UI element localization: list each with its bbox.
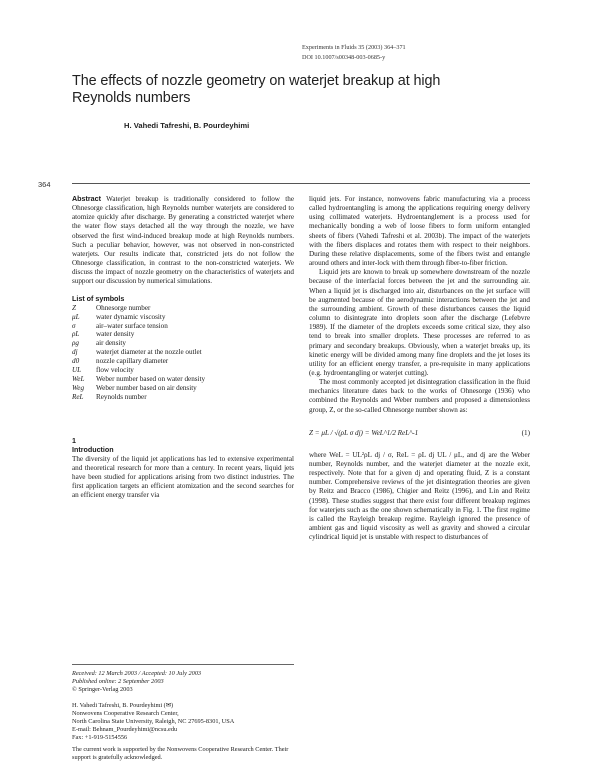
left-column: [72, 195, 294, 501]
symbols-list: [72, 304, 294, 402]
symbol-desc: flow velocity: [96, 365, 134, 374]
symbol-row: [72, 339, 294, 348]
symbol-row: [72, 313, 294, 322]
right-column: [309, 195, 530, 542]
acknowledgement: The current work is supported by the Nonwovens Cooperative Research Center. Their support is gratefully acknowledged.: [72, 746, 289, 761]
symbol-row: [72, 330, 294, 339]
symbol-desc: Ohnesorge number: [96, 303, 151, 312]
symbol: Weg: [72, 383, 85, 392]
symbol-desc: waterjet diameter at the nozzle outlet: [96, 348, 202, 357]
paper-title: The effects of nozzle geometry on waterjet breakup at high Reynolds numbers: [72, 73, 441, 106]
address-authors: H. Vahedi Tafreshi, B. Pourdeyhimi (✉): [72, 702, 174, 709]
symbol-desc: Weber number based on air density: [96, 383, 197, 392]
symbol-row: [72, 366, 294, 375]
symbol-desc: water density: [96, 330, 135, 339]
address-center: Nonwovens Cooperative Research Center,: [72, 710, 179, 717]
symbols-title: List of symbols: [72, 294, 125, 303]
body-paragraph-4: where WeL = UL²ρL dj / σ, ReL = ρL dj UL / μL, and dj are the Weber number, Reynolds number, and the waterjet diameter at the nozzle exit, respectively. Note that for a given dj and operating fluid, Z is a constant number. Comprehensive reviews of the jet disintegration theories are given by Reitz and Bracco (1986), Chigier and Reitz (1996), and Lin and Reitz (1998). These studies suggest that there exist four different breakup regimes for waterjets such as the one shown schematically in Fig. 1. The first regime is called the Rayleigh breakup regime. Rayleigh ignored the presence of ambient gas and liquid viscosity as well as gravity and showed a circular cylindrical liquid jet is unstable with respect to disturbances of: [309, 450, 530, 542]
symbol-row: [72, 348, 294, 357]
symbol: UL: [72, 365, 82, 374]
symbol: dj: [72, 348, 78, 357]
symbol-desc: nozzle capillary diameter: [96, 357, 169, 366]
abstract-text: Waterjet breakup is traditionally considered to follow the Ohnesorge classification, high Reynolds number waterjets are considered to atomize quickly after discharge. By generating a constricted waterjet where the water flow stays detached all the way through the nozzle, we have observed the first wind-induced breakup mode at high Reynolds numbers. Such a peculiar behavior, however, was not observed in non-constricted waterjets. Our results indicate that, constricted jets do not follow the Ohnesorge classification, in contrast to the non-constricted waterjets. We discuss the impact of nozzle geometry on the characteristics of waterjets and support our discussion by numerical simulations.: [72, 195, 294, 286]
section-number: 1: [72, 436, 76, 445]
symbol-desc: air density: [96, 339, 126, 348]
header-rule: [72, 183, 530, 184]
symbol-desc: air–water surface tension: [96, 321, 168, 330]
page-number: 364: [38, 180, 51, 189]
abstract-label: Abstract: [72, 195, 101, 203]
published-date: Published online: 2 September 2003: [72, 678, 164, 685]
symbol-row: [72, 375, 294, 384]
author-fax: Fax: +1-919-5154556: [72, 734, 128, 741]
journal-doi: DOI 10.1007/s00348-003-0685-y: [302, 53, 386, 61]
symbol-row: [72, 393, 294, 402]
symbol: ρg: [72, 339, 79, 348]
author-email: E-mail: Behnam_Pourdeyhimi@ncsu.edu: [72, 726, 178, 733]
symbol-row: [72, 304, 294, 313]
symbol: μL: [72, 312, 80, 321]
symbol-desc: water dynamic viscosity: [96, 312, 166, 321]
symbol: d0: [72, 357, 80, 366]
symbol-row: [72, 357, 294, 366]
symbol-row: [72, 384, 294, 393]
equation-number: (1): [521, 429, 530, 438]
paper-authors: H. Vahedi Tafreshi, B. Pourdeyhimi: [124, 121, 250, 130]
journal-citation: [302, 43, 406, 62]
symbol-row: [72, 322, 294, 331]
copyright: © Springer-Verlag 2003: [72, 686, 133, 693]
symbol: ReL: [72, 392, 84, 401]
body-paragraph-3: The most commonly accepted jet disintegration classification in the fluid mechanics literature dates back to the works of Ohnesorge (1936) who combined the Reynolds and Weber numbers and proposed a dimensionless group, Z, or the so-called Ohnesorge number shown as:: [309, 378, 530, 414]
symbol-desc: Reynolds number: [96, 392, 147, 401]
received-date: Received: 12 March 2003 / Accepted: 10 July 2003: [72, 670, 202, 677]
body-paragraph-2: Liquid jets are known to break up somewhere downstream of the nozzle because of the interfacial forces between the jet and the surrounding air. When a liquid jet is discharged into air, disturbances on the jet surface will be augmented because of the aerodynamic interactions between the jet and the surrounding ambient. Growth of these disturbances causes the liquid column to disintegrate into droplets soon after the discharge (Lefebvre 1989). If the diameter of the droplets exceeds some critical size, they also tend to break into smaller droplets. These processes are referred to as primary and secondary breakups. Obviously, when a waterjet breaks up, its kinetic energy will be divided among many fine droplets and the jet loses its utility for an efficient energy transfer, a pre-requisite in many applications (e.g. hydroentangling or waterjet cutting).: [309, 268, 530, 377]
intro-paragraph: The diversity of the liquid jet applications has led to extensive experimental and theoretical research for more than a century. In recent years, liquid jets have been studied for applications arising from two distinct industries. The first application targets an efficient atomization and the second searches for an efficient energy transfer via: [72, 454, 294, 500]
footnote-block: [72, 670, 294, 762]
symbol-desc: Weber number based on water density: [96, 374, 206, 383]
equation-body: Z = μL / √(ρL σ dj) = WeL^1/2 ReL^-1: [309, 429, 419, 438]
address-university: North Carolina State University, Raleigh, NC 27695-8301, USA: [72, 718, 235, 725]
symbol: WeL: [72, 374, 85, 383]
symbol: σ: [72, 321, 76, 330]
body-paragraph-1: liquid jets. For instance, nonwovens fabric manufacturing via a process called hydroentangling is among the applications requiring energy delivery using collimated waterjets. Hydroentanglement is a process used for mechanically bonding a web of loose fibers to form uniform entangled sheets of fibers (Vahedi Tafreshi et al. 2003b). The impact of the waterjets with the fibers displaces and rotates them with respect to their neighbors. During these relative displacements, some of the fibers twist and entangle around others and inter-lock with them through fiber-to-fiber friction.: [309, 195, 530, 268]
symbol: ρL: [72, 330, 80, 339]
footnote-rule: [72, 664, 294, 665]
equation-1: [309, 419, 530, 449]
journal-line-1: Experiments in Fluids 35 (2003) 364–371: [302, 44, 406, 51]
symbol: Z: [72, 303, 76, 312]
abstract: [72, 195, 294, 287]
section-title: Introduction: [72, 445, 114, 454]
